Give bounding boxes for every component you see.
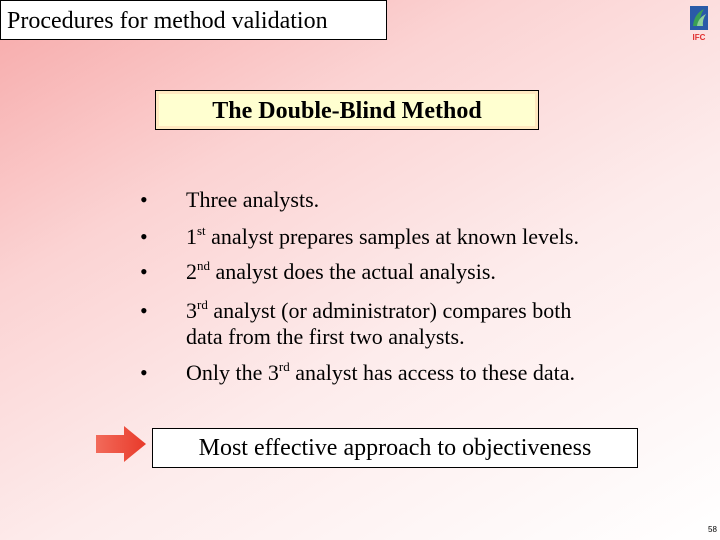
bullet-text: 1st analyst prepares samples at known levels. [186,223,579,249]
section-heading: The Double-Blind Method [155,90,539,130]
bullet-text: Only the 3rd analyst has access to these data. [186,359,576,385]
bullet-icon: • [140,298,148,323]
logo-text: IFC [692,33,706,42]
ifc-logo [688,6,710,42]
conclusion-box: Most effective approach to objectiveness [152,428,638,468]
bullet-icon: • [140,187,148,212]
bullet-text: Three analysts. [186,187,320,212]
bullet-text: 3rd analyst (or administrator) compares both data from the first two analysts. [186,297,572,349]
bullet-icon: • [140,259,148,284]
bullet-text: 2nd analyst does the actual analysis. [186,258,496,284]
page-number: 58 [708,525,717,534]
bullet-icon: • [140,224,148,249]
slide-title: Procedures for method validation [0,0,387,40]
arrow-right-icon [96,426,146,462]
bullet-icon: • [140,360,148,385]
